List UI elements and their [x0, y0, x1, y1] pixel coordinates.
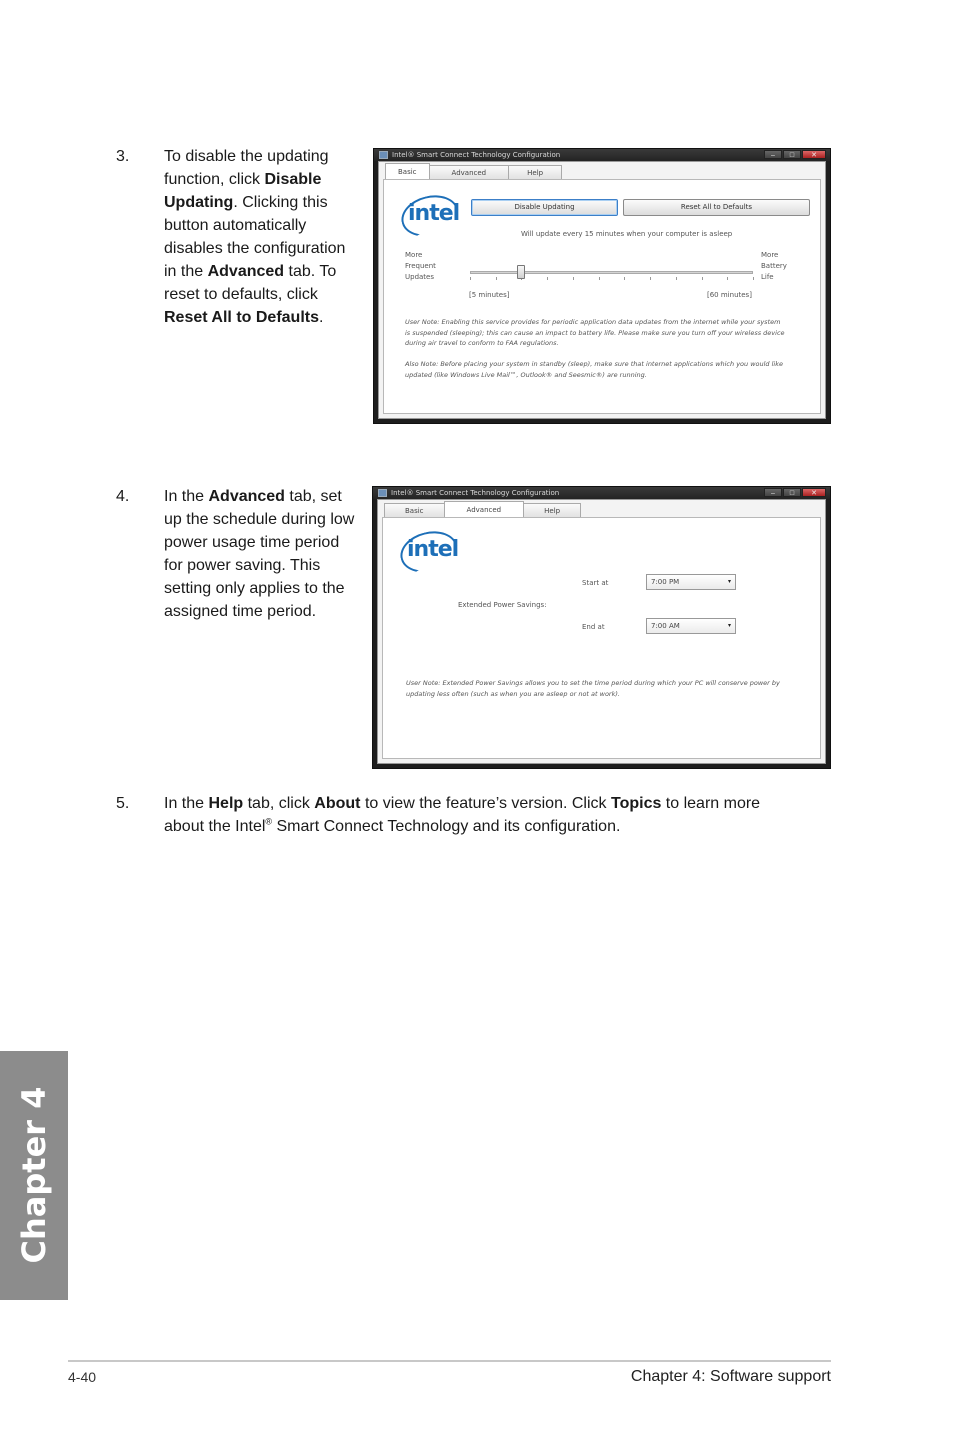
text-line: [164, 168, 369, 191]
text-run: Smart Connect Technology and its configuration.: [272, 818, 621, 835]
text-line: during air travel to conform to FAA regulations.: [405, 339, 559, 347]
chevron-down-icon: ▾: [727, 622, 731, 629]
page-number: 4-40: [68, 1369, 97, 1385]
step-5-text: [164, 792, 831, 838]
slider-tick: [624, 277, 625, 280]
text-run: Disable: [264, 171, 322, 188]
text-line: [164, 145, 369, 168]
footer-divider: [68, 1360, 831, 1362]
dialog-title: Intel® Smart Connect Technology Configuration: [392, 151, 561, 159]
maximize-icon[interactable]: □: [783, 488, 801, 497]
text-run: Advanced: [207, 263, 285, 280]
tab-basic[interactable]: Basic: [385, 163, 430, 179]
step-3-text: [164, 145, 369, 329]
text-line: User Note: Enabling this service provides for periodic application data updates from the internet while your system: [405, 318, 781, 326]
text-line: [164, 237, 369, 260]
text-run: up the schedule during low: [164, 511, 355, 528]
slider-tick: [676, 277, 677, 280]
footer-chapter-title: Chapter 4: Software support: [630, 1368, 831, 1385]
text-run: In the: [164, 488, 209, 505]
text-line: Battery: [761, 262, 787, 270]
text-line: [164, 283, 369, 306]
step-3-number: 3.: [116, 148, 130, 165]
close-icon[interactable]: ✕: [802, 150, 826, 159]
text-line: Frequent: [405, 262, 436, 270]
text-line: [164, 214, 369, 237]
slider-tick: [547, 277, 548, 280]
slider-tick: [727, 277, 728, 280]
also-note-text: [405, 359, 783, 380]
text-run: assigned time period.: [164, 603, 317, 620]
basic-tab-dialog-screenshot: [373, 148, 831, 424]
text-run: Topics: [610, 795, 662, 812]
text-run: about the Intel: [164, 818, 266, 835]
step-4-text: [164, 485, 374, 623]
app-icon: [378, 489, 387, 497]
slider-tick: [470, 277, 471, 280]
update-interval-slider-thumb[interactable]: [517, 265, 525, 279]
text-run: About: [314, 795, 361, 812]
text-line: updated (like Windows Live Mail™, Outlook® and Seesmic®) are running.: [405, 370, 647, 379]
slider-tick: [496, 277, 497, 280]
more-frequent-updates-label: [405, 250, 436, 283]
text-run: in the: [164, 263, 208, 280]
text-line: [164, 815, 831, 838]
text-run: disables the configuration: [164, 240, 346, 257]
text-run: for power saving. This: [164, 557, 321, 574]
step-4-number: 4.: [116, 488, 130, 505]
user-note-text: [405, 317, 785, 349]
intel-logo: intel: [407, 537, 459, 562]
dialog-title: Intel® Smart Connect Technology Configuration: [391, 489, 560, 497]
text-line: [164, 792, 831, 815]
text-run: Advanced: [208, 488, 285, 505]
text-line: [164, 485, 374, 508]
tab-bar: [384, 503, 580, 517]
disable-updating-button[interactable]: Disable Updating: [471, 199, 618, 216]
text-run: to learn more: [661, 795, 761, 812]
more-battery-life-label: [761, 250, 787, 283]
text-line: More: [761, 251, 779, 259]
text-run: Updating: [164, 194, 234, 211]
slider-tick: [702, 277, 703, 280]
slider-tick: [599, 277, 600, 280]
text-run: ®: [265, 816, 273, 827]
advanced-panel: [382, 517, 821, 759]
text-line: [164, 306, 369, 329]
text-line: [164, 260, 369, 283]
extended-power-savings-label: Extended Power Savings:: [458, 601, 547, 609]
user-note-text: [406, 678, 780, 699]
slider-tick: [573, 277, 574, 280]
text-run: tab, set: [284, 488, 342, 505]
reset-all-to-defaults-button[interactable]: Reset All to Defaults: [623, 199, 810, 216]
update-status-text: Will update every 15 minutes when your computer is asleep: [521, 230, 733, 238]
slider-tick: [650, 277, 651, 280]
text-run: function, click: [164, 171, 265, 188]
text-line: [164, 531, 374, 554]
dialog-titlebar: [374, 149, 830, 161]
basic-panel: [383, 179, 821, 414]
minimize-icon[interactable]: –: [764, 488, 782, 497]
dialog-titlebar: [373, 487, 830, 499]
end-time-value: 7:00 AM: [651, 622, 680, 630]
text-run: tab. To: [284, 263, 337, 280]
text-line: is suspended (sleeping); this can cause an impact to battery life. Please make sure you turn off your wireless device: [405, 328, 785, 337]
text-run: Reset All to Defaults: [164, 309, 319, 326]
tab-bar: [385, 165, 561, 179]
text-run: Help: [208, 795, 244, 812]
tab-advanced[interactable]: Advanced: [444, 501, 525, 517]
chevron-down-icon: ▾: [727, 578, 731, 585]
text-run: reset to defaults, click: [164, 286, 318, 303]
intel-logo: intel: [408, 201, 460, 226]
text-run: . Clicking this: [233, 194, 328, 211]
update-interval-slider-track[interactable]: [470, 271, 753, 274]
text-run: setting only applies to the: [164, 580, 345, 597]
text-line: User Note: Extended Power Savings allows you to set the time period during which your PC will conserve power by: [406, 679, 780, 687]
text-line: Updates: [405, 273, 434, 281]
slider-tick: [753, 277, 754, 280]
minimize-icon[interactable]: –: [764, 150, 782, 159]
text-line: [164, 600, 374, 623]
text-run: to view the feature’s version. Click: [360, 795, 611, 812]
end-time-select[interactable]: [646, 618, 736, 634]
text-line: More: [405, 251, 423, 259]
text-line: [164, 508, 374, 531]
chapter-side-tab: [0, 1051, 68, 1300]
advanced-tab-dialog-screenshot: [372, 486, 831, 769]
end-at-label: End at: [582, 623, 605, 631]
text-line: Life: [761, 273, 774, 281]
text-run: tab, click: [243, 795, 315, 812]
text-line: [164, 577, 374, 600]
tab-help[interactable]: Help: [508, 165, 562, 179]
app-icon: [379, 151, 388, 159]
text-run: button automatically: [164, 217, 307, 234]
step-5-number: 5.: [116, 795, 130, 812]
text-line: [164, 554, 374, 577]
start-at-label: Start at: [582, 579, 609, 587]
tab-help[interactable]: Help: [523, 503, 581, 517]
start-time-value: 7:00 PM: [651, 578, 680, 586]
text-line: Also Note: Before placing your system in standby (sleep), make sure that internet applications which you would like: [405, 360, 783, 368]
text-run: To disable the updating: [164, 148, 329, 165]
tab-basic[interactable]: Basic: [384, 503, 445, 517]
text-line: updating less often (such as when you are asleep or not at work).: [406, 689, 620, 698]
close-icon[interactable]: ✕: [802, 488, 826, 497]
maximize-icon[interactable]: □: [783, 150, 801, 159]
text-run: power usage time period: [164, 534, 340, 551]
slider-min-label: [5 minutes]: [469, 291, 510, 299]
start-time-select[interactable]: [646, 574, 736, 590]
chapter-tab-label: Chapter 4: [15, 1086, 53, 1264]
text-line: [164, 191, 369, 214]
slider-max-label: [60 minutes]: [707, 291, 752, 299]
tab-advanced[interactable]: Advanced: [429, 165, 510, 179]
text-run: In the: [164, 795, 209, 812]
text-run: .: [319, 309, 324, 326]
